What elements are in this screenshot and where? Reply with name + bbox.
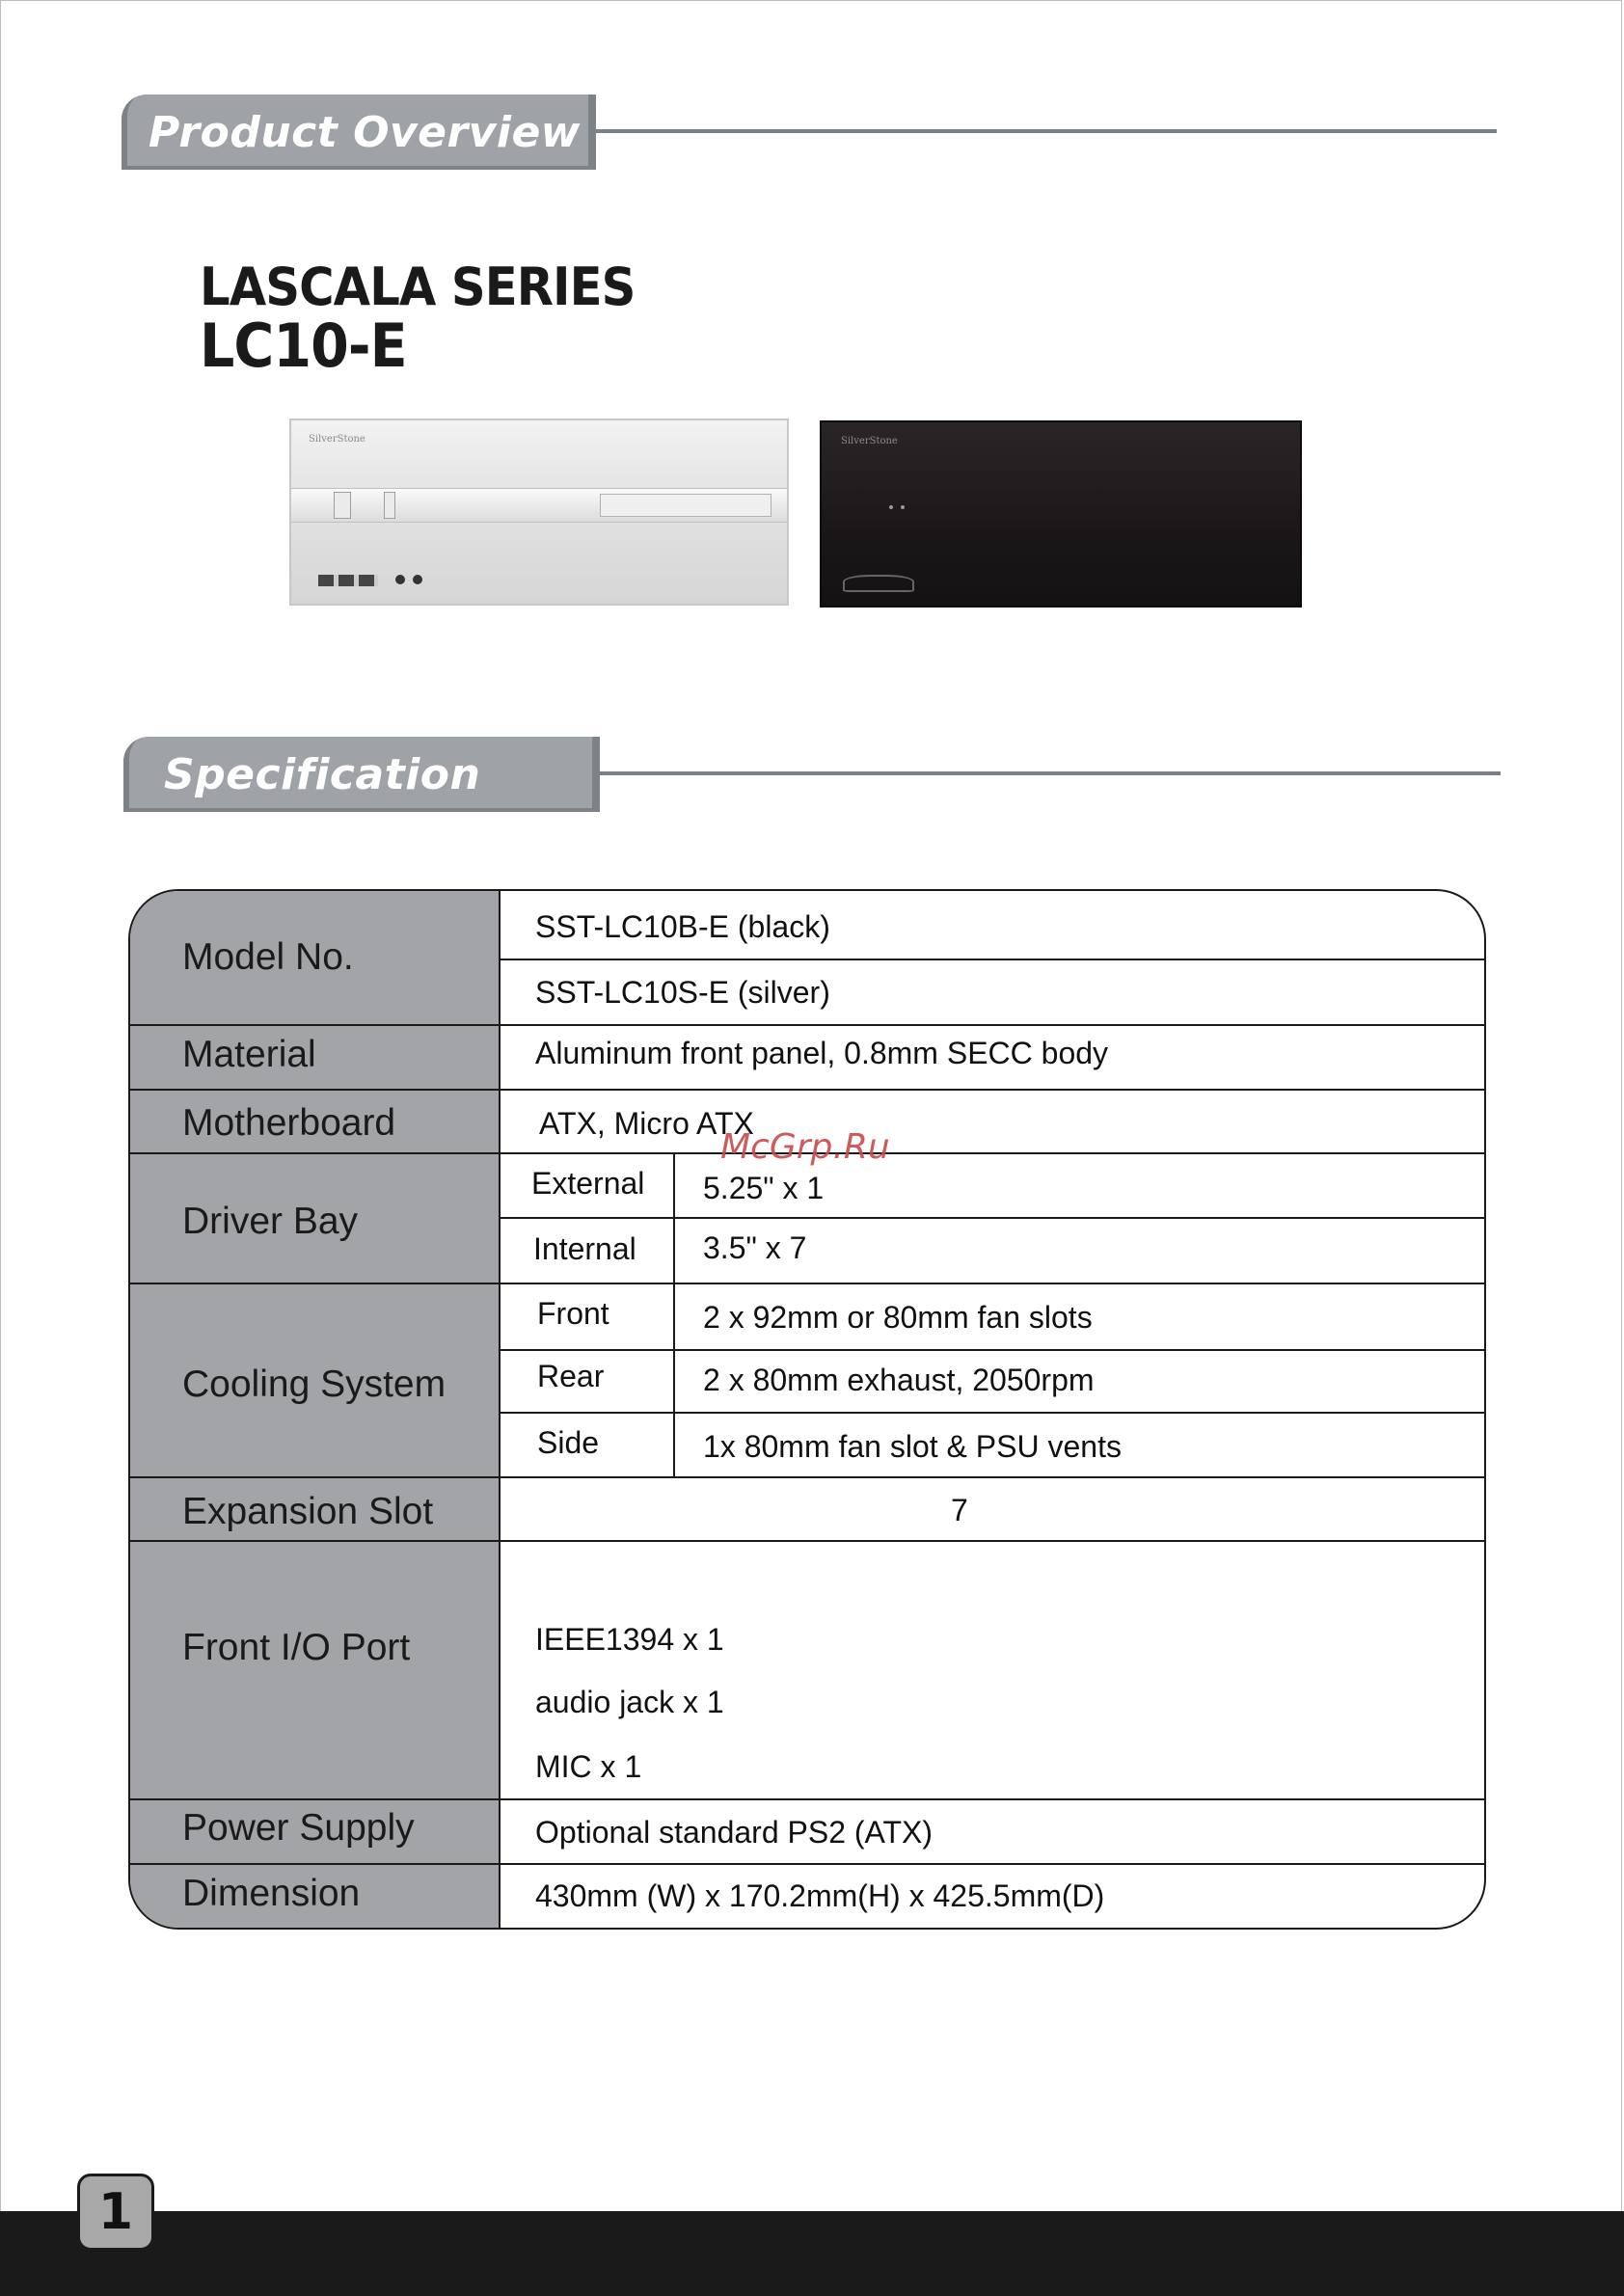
row-divider — [130, 1863, 1486, 1865]
optical-bay-slot — [600, 494, 771, 517]
value-external: 5.25" x 1 — [703, 1171, 825, 1205]
power-button-shape — [334, 492, 351, 519]
label-expansion-slot: Expansion Slot — [182, 1491, 434, 1532]
footer-bar — [0, 2211, 1624, 2296]
sub-external: External — [531, 1166, 645, 1201]
sub-side: Side — [537, 1425, 600, 1460]
row-divider — [130, 1024, 1486, 1026]
front-ports-shape — [318, 575, 378, 586]
sub-rear: Rear — [537, 1359, 605, 1393]
mic-jack-shape — [413, 575, 422, 584]
value-internal: 3.5" x 7 — [703, 1230, 807, 1265]
row-divider — [130, 1283, 1486, 1284]
case-logo-mark — [843, 575, 914, 592]
product-model: LC10-E — [200, 311, 407, 381]
label-motherboard: Motherboard — [182, 1102, 396, 1144]
section-rule — [600, 771, 1501, 775]
led-dot — [889, 505, 893, 509]
value-front-cooling: 2 x 92mm or 80mm fan slots — [703, 1300, 1093, 1335]
page-number: 1 — [77, 2174, 154, 2251]
sub-row-divider — [499, 1412, 1486, 1414]
row-divider — [130, 1540, 1486, 1542]
value-io-ieee1394: IEEE1394 x 1 — [535, 1622, 724, 1657]
value-side-cooling: 1x 80mm fan slot & PSU vents — [703, 1429, 1122, 1464]
row-divider — [130, 1089, 1486, 1091]
value-model-silver: SST-LC10S-E (silver) — [535, 975, 830, 1010]
specification-header — [123, 737, 1501, 814]
value-io-audio: audio jack x 1 — [535, 1685, 724, 1719]
row-divider — [130, 1476, 1486, 1478]
value-expansion-slot: 7 — [951, 1493, 968, 1527]
section-rule — [596, 129, 1497, 133]
section-tab — [122, 95, 588, 170]
sub-front: Front — [537, 1296, 609, 1331]
silver-case-image — [289, 419, 789, 606]
label-driver-bay: Driver Bay — [182, 1201, 359, 1242]
row-divider — [130, 1798, 1486, 1800]
sub-row-divider — [499, 1217, 1486, 1219]
sub-row-divider — [499, 959, 1486, 960]
value-dimension: 430mm (W) x 170.2mm(H) x 425.5mm(D) — [535, 1878, 1105, 1913]
section-title: Product Overview — [149, 108, 581, 157]
column-separator — [499, 891, 501, 1928]
label-model-no: Model No. — [182, 936, 354, 978]
section-tab — [123, 737, 592, 812]
product-series: LASCALA SERIES — [200, 257, 636, 317]
black-case-image — [820, 420, 1302, 608]
label-power-supply: Power Supply — [182, 1807, 415, 1849]
label-dimension: Dimension — [182, 1873, 361, 1914]
value-rear-cooling: 2 x 80mm exhaust, 2050rpm — [703, 1363, 1095, 1397]
value-model-black: SST-LC10B-E (black) — [535, 909, 830, 944]
value-io-mic: MIC x 1 — [535, 1749, 642, 1784]
sub-row-divider — [499, 1349, 1486, 1351]
value-motherboard: ATX, Micro ATX — [539, 1106, 754, 1141]
product-overview-header — [122, 95, 1497, 172]
label-cooling-system: Cooling System — [182, 1364, 447, 1405]
watermark: McGrp.Ru — [720, 1127, 890, 1167]
silver-case-brand: SilverStone — [309, 434, 365, 445]
spec-table — [128, 889, 1486, 1930]
section-title: Specification — [164, 750, 481, 799]
reset-button-shape — [384, 492, 395, 519]
sub-internal: Internal — [533, 1231, 636, 1266]
sub-label-separator — [673, 1152, 675, 1476]
label-material: Material — [182, 1034, 316, 1075]
black-case-brand: SilverStone — [841, 436, 898, 446]
led-dot — [901, 505, 905, 509]
label-front-io-port: Front I/O Port — [182, 1627, 411, 1668]
audio-jack-shape — [395, 575, 405, 584]
value-power-supply: Optional standard PS2 (ATX) — [535, 1815, 934, 1850]
value-material: Aluminum front panel, 0.8mm SECC body — [535, 1036, 1109, 1070]
